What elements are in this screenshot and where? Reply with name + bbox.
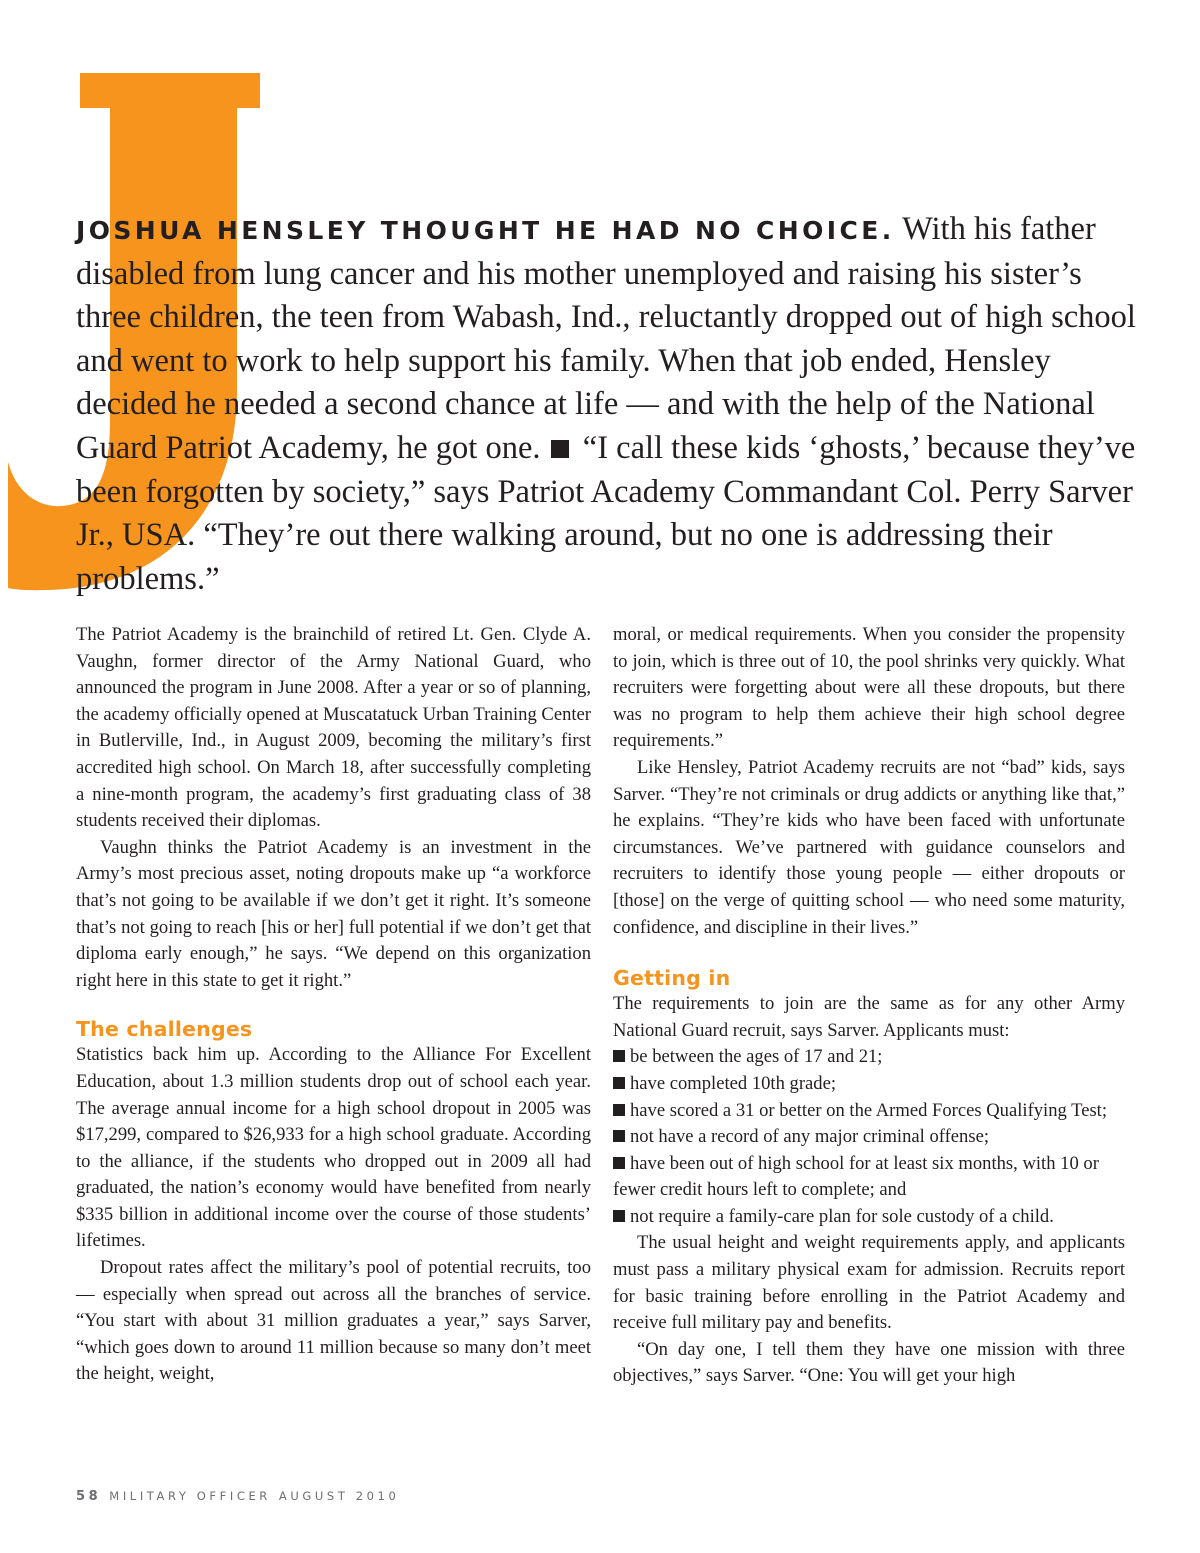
list-item-text: be between the ages of 17 and 21; [630,1046,883,1068]
list-item-text: have completed 10th grade; [630,1072,837,1094]
lede-paragraph [76,208,1136,601]
lede-kicker: JOSHUA HENSLEY THOUGHT HE HAD NO CHOICE. [76,216,895,245]
body-paragraph: The Patriot Academy is the brainchild of retired Lt. Gen. Clyde A. Vaughn, former director of the Army National Guard, who announced the program in June 2008. After a year or so of planning, the academy officially opened at Muscatatuck Urban Training Center in Butlerville, Ind., in August 2009, becoming the military’s first accredited high school. On March 18, after successfully completing a nine-month program, the academy’s first graduating class of 38 students received their diplomas. [76,624,591,832]
square-bullet-icon [613,1157,625,1169]
list-item-text: have been out of high school for at least six months, with 10 or fewer credit hours left to complete; and [613,1152,1099,1201]
square-bullet-icon [613,1050,625,1062]
right-column [613,622,1125,1390]
left-column [76,622,591,1388]
list-item [613,1071,1125,1098]
page-number: 58 [76,1489,102,1504]
body-paragraph: Dropout rates affect the military’s pool of potential recruits, too — especially when spread out across all the branches of service. “You start with about 31 million graduates a year,” says Sarver, “which goes down to around 11 million because so many don’t meet the height, weight, [76,1257,591,1385]
requirements-list [613,1044,1125,1230]
body-paragraph: Like Hensley, Patriot Academy recruits are not “bad” kids, says Sarver. “They’re not criminals or drug addicts or anything like that,” he explains. “They’re kids who have been faced with unfortunate circumstances. We’ve partnered with guidance counselors and recruiters to identify those young people — either dropouts or [those] on the verge of quitting school — who need some maturity, confidence, and discipline in their lives.” [613,756,1125,938]
list-item [613,1098,1125,1125]
square-bullet-icon [613,1130,625,1142]
list-item-text: not require a family-care plan for sole custody of a child. [630,1205,1054,1227]
list-item [613,1204,1125,1231]
list-item [613,1044,1125,1071]
square-bullet-icon [613,1104,625,1116]
body-paragraph: Vaughn thinks the Patriot Academy is an investment in the Army’s most precious asset, noting dropouts make up “a workforce that’s not going to be available if we don’t get it right. It’s someone that’s not going to reach [his or her] full potential if we don’t get that diploma early enough,” he says. “We depend on this organization right here in this state to get it right.” [76,836,591,991]
body-paragraph: The usual height and weight requirements apply, and applicants must pass a military physical exam for admission. Recruits report for basic training before enrolling in the Patriot Academy and receive full military pay and benefits. [613,1232,1125,1334]
square-bullet-icon [613,1210,625,1222]
lede-text-2: “I call these kids ‘ghosts,’ because they’ve been forgotten by society,” says Patriot Academy Commandant Col. Perry Sarver Jr., USA. “They’re out there walking around, but no one is addressing their problems.” [76,429,1136,597]
body-paragraph: moral, or medical requirements. When you consider the propensity to join, which is three out of 10, the pool shrinks very quickly. What recruiters were forgetting about were all these dropouts, but there was no program to help them achieve their high school degree requirements.” [613,624,1125,752]
body-paragraph: The requirements to join are the same as for any other Army National Guard recruit, says Sarver. Applicants must: [613,993,1125,1041]
body-paragraph: Statistics back him up. According to the Alliance For Excellent Education, about 1.3 million students drop out of school each year. The average annual income for a high school dropout in 2005 was $17,299, compared to $26,933 for a high school graduate. According to the alliance, if the students who dropped out in 2009 all had graduated, the nation’s economy would have benefited from nearly $335 billion in additional income over the course of those students’ lifetimes. [76,1044,591,1252]
lede-text-1: With his father disabled from lung cancer and his mother unemployed and raising his sister’s three children, the teen from Wabash, Ind., reluctantly dropped out of high school and went to work to help support his family. When that job ended, Hensley decided he needed a second chance at life — and with the help of the National Guard Patriot Academy, he got one. [76,211,1136,466]
square-bullet-icon [551,440,569,458]
list-item-text: not have a record of any major criminal offense; [630,1126,989,1148]
section-heading-getting-in: Getting in [613,966,731,991]
list-item-text: have scored a 31 or better on the Armed Forces Qualifying Test; [630,1099,1108,1121]
issue-date: AUGUST 2010 [278,1489,400,1503]
body-paragraph: “On day one, I tell them they have one mission with three objectives,” says Sarver. “One: You will get your high [613,1338,1125,1387]
section-heading-challenges: The challenges [76,1017,253,1042]
square-bullet-icon [613,1077,625,1089]
magazine-name: MILITARY OFFICER [109,1489,271,1503]
list-item [613,1151,1125,1204]
list-item [613,1124,1125,1151]
page-footer [76,1489,399,1504]
